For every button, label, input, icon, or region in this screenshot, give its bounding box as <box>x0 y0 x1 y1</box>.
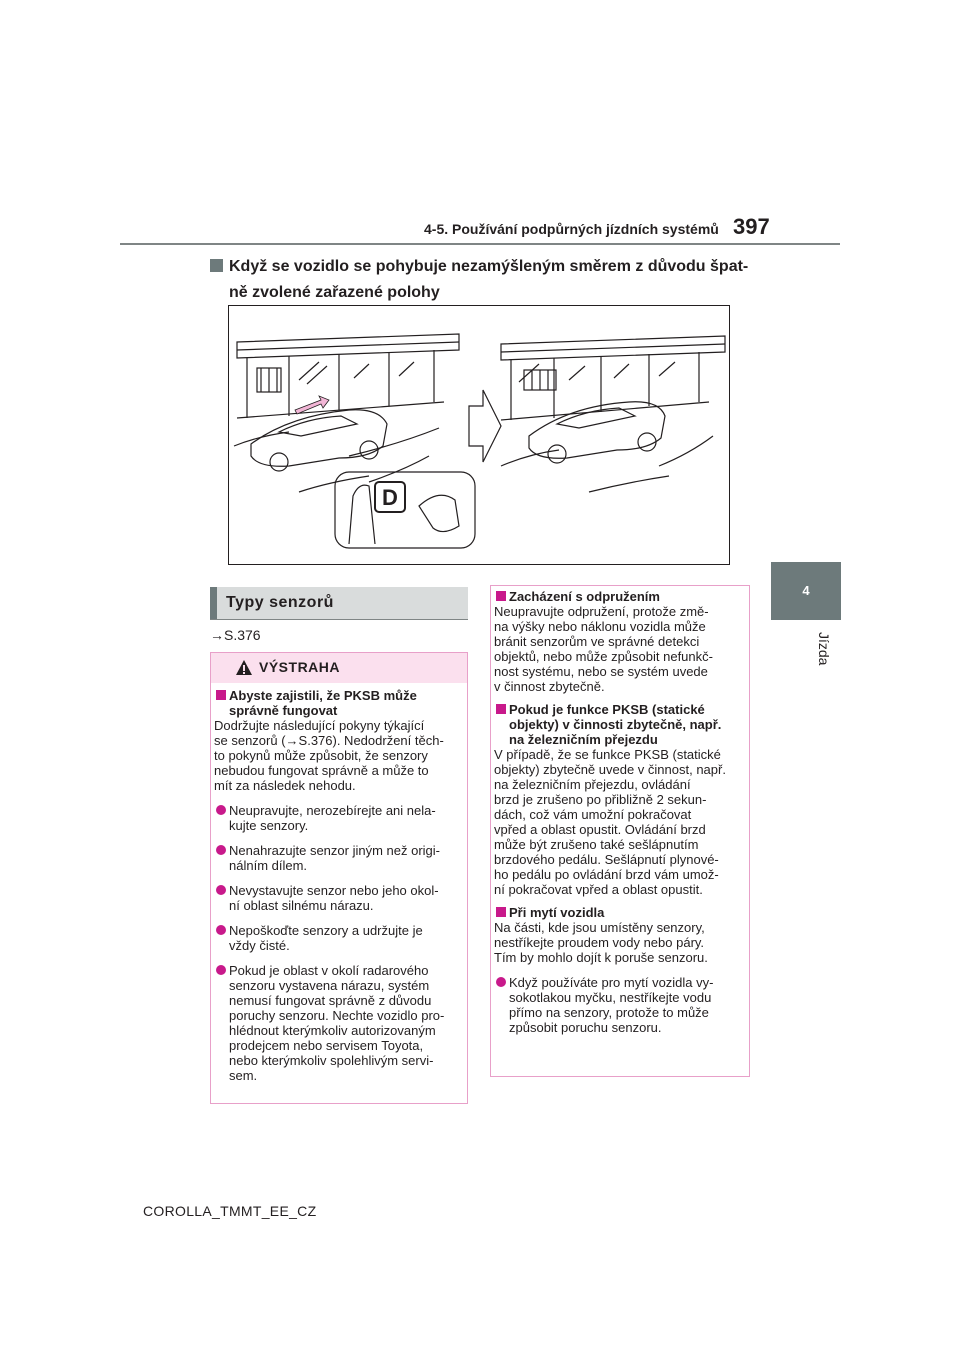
section-heading <box>210 254 770 306</box>
subsection-title-box <box>210 587 468 619</box>
wash-bullet: Když používáte pro mytí vozidla vy- sokotlakou myčku, nestříkejte vodu přímo na senzory, protože to může způsobit poruchu senzoru. <box>494 975 748 1035</box>
warning-heading: Abyste zajistili, že PKSB může správně fungovat <box>214 688 466 718</box>
gear-indicator: D <box>382 485 398 510</box>
warning-title: VÝSTRAHA <box>259 659 341 675</box>
warning-header <box>211 653 467 683</box>
wash-text: Na části, kde jsou umístěny senzory, nestříkejte proudem vody nebo páry. Tím by mohlo dojít k poruše senzoru. <box>494 920 708 965</box>
warning-bullet: Neupravujte, nerozebírejte ani nela- kujte senzory. <box>214 803 466 833</box>
chapter-tab: 4 <box>771 562 841 620</box>
section-heading-line1: Když se vozidlo se pohybuje nezamýšleným směrem z důvodu špat- <box>229 258 749 275</box>
notes-content <box>494 589 748 1035</box>
suspension-text: Neupravujte odpružení, protože změ- na výšky nebo náklonu vozidla může bránit senzorům ve správné detekci objektů, nebo může způsobit nefunkč- nost systému, nebo se systém uvede v činnost zbytečně. <box>494 604 713 694</box>
round-bullet-icon <box>216 805 226 815</box>
chapter-tab-label: Jízda <box>816 632 832 666</box>
illustration-frame <box>228 305 730 565</box>
warning-triangle-icon <box>235 659 253 676</box>
chapter-title: 4-5. Používání podpůrných jízdních systémů <box>424 221 719 237</box>
warning-content <box>214 688 466 1083</box>
square-bullet-icon <box>210 259 223 272</box>
round-bullet-icon <box>216 925 226 935</box>
warning-bullet: Pokud je oblast v okolí radarového senzoru vystavena nárazu, systém nemusí fungovat správně z důvodu poruchy senzoru. Nechte vozidlo pro- hlédnout kterýmkoliv autorizovaným prodejcem nebo servisem Toyota, nebo kterýmkoliv spolehlivým servi- sem. <box>214 963 466 1083</box>
page-reference: →S.376 <box>210 627 261 643</box>
subsection-divider <box>210 619 468 620</box>
warning-intro: Dodržujte následující pokyny týkající se senzorů (→S.376). Nedodržení těch- to pokynů může způsobit, že senzory nebudou fungovat správně a může to mít za následek nehodu. <box>214 718 444 793</box>
pksb-heading: Pokud je funkce PKSB (statické objekty) v činnosti zbytečně, např. na železničním přejezdu <box>494 702 748 747</box>
round-bullet-icon <box>216 965 226 975</box>
warning-bullet: Nenahrazujte senzor jiným než origi- nálním dílem. <box>214 843 466 873</box>
subsection-title: Typy senzorů <box>226 594 334 611</box>
round-bullet-icon <box>496 977 506 987</box>
round-bullet-icon <box>216 845 226 855</box>
square-bullet-icon <box>496 704 506 714</box>
suspension-heading: Zacházení s odpružením <box>494 589 748 604</box>
parking-illustration <box>229 306 729 564</box>
square-bullet-icon <box>216 690 226 700</box>
warning-bullet: Nepoškoďte senzory a udržujte je vždy čisté. <box>214 923 466 953</box>
square-bullet-icon <box>496 591 506 601</box>
round-bullet-icon <box>216 885 226 895</box>
wash-heading: Při mytí vozidla <box>494 905 748 920</box>
page-number: 397 <box>733 214 770 239</box>
warning-bullet: Nevystavujte senzor nebo jeho okol- ní oblast silnému nárazu. <box>214 883 466 913</box>
section-heading-line2: ně zvolené zařazené polohy <box>229 284 440 301</box>
square-bullet-icon <box>496 907 506 917</box>
document-code: COROLLA_TMMT_EE_CZ <box>143 1203 317 1219</box>
header-divider <box>120 243 840 245</box>
pksb-text: V případě, že se funkce PKSB (statické objekty) zbytečně uvede v činnost, např. na železničním přejezdu, ovládání brzd je zrušeno po přibližně 2 sekun- dách, což vám umožní pokračovat vpřed a oblast opustit. Ovládání brzd může být zrušeno také sešlápnutím brzdového pedálu. Sešlápnutí plynové- ho pedálu po ovládání brzd vám umož- ní pokračovat vpřed a oblast opustit. <box>494 747 726 897</box>
